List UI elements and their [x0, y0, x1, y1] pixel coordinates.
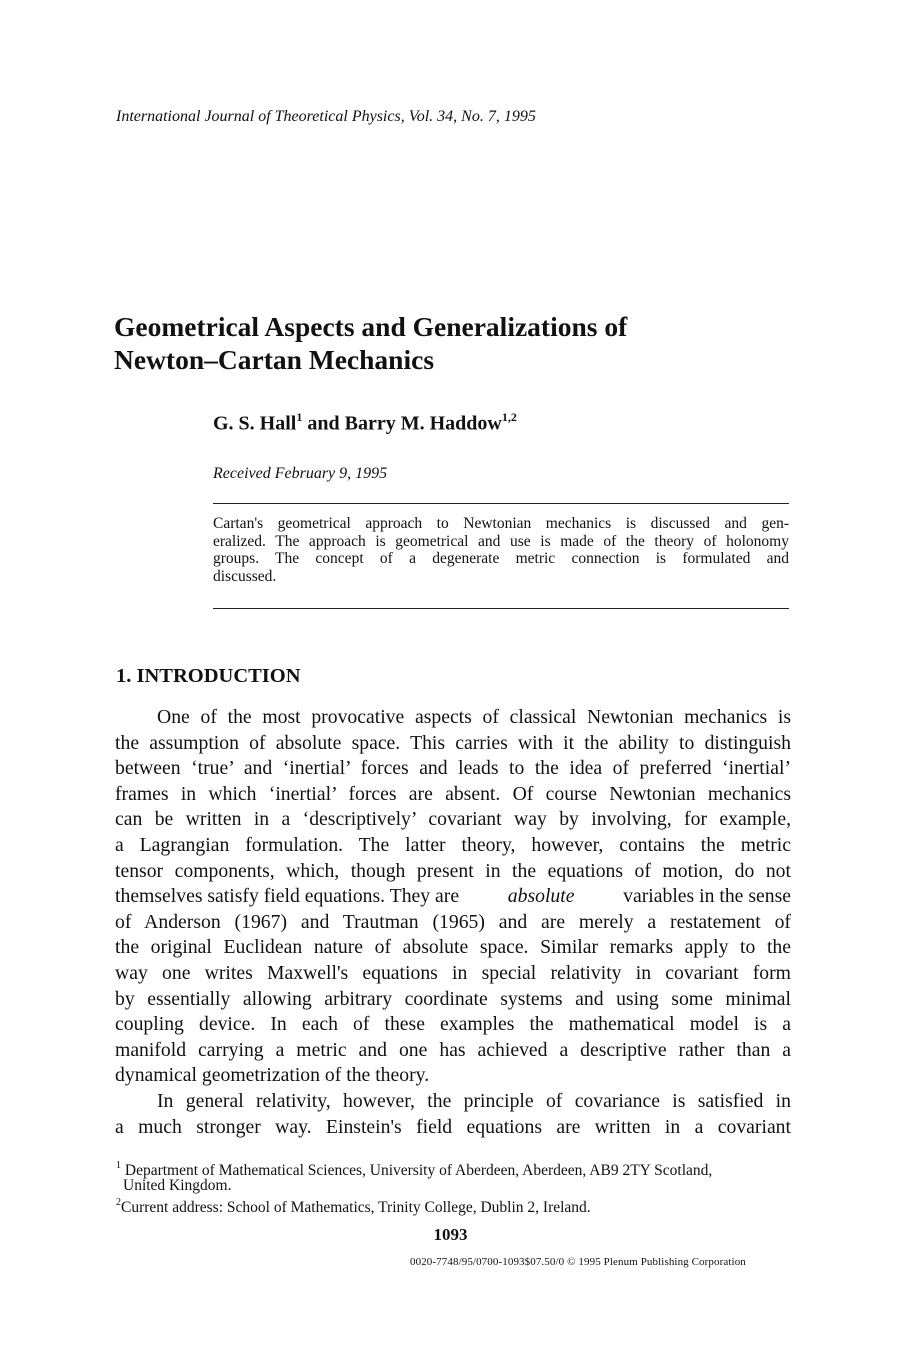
author-hall: G. S. Hall: [213, 412, 297, 435]
abstract-line: discussed.: [213, 567, 277, 585]
copyright-line: 0020-7748/95/0700-1093$07.50/0 © 1995 Plenum Publishing Corporation: [410, 1256, 746, 1268]
body-line: the assumption of absolute space. This carries with it the ability to distinguish: [115, 731, 791, 754]
body-line: a much stronger way. Einstein's field equations are written in a covariant: [115, 1115, 791, 1138]
body-line: In general relativity, however, the principle of covariance is satisfied in: [157, 1089, 791, 1112]
body-line: a Lagrangian formulation. The latter theory, however, contains the metric: [115, 833, 791, 856]
body-line: between ‘true’ and ‘inertial’ forces and leads to the idea of preferred ‘inertial’: [115, 757, 791, 780]
body-line: by essentially allowing arbitrary coordinate systems and using some minimal: [115, 987, 791, 1010]
body-line: way one writes Maxwell's equations in special relativity in covariant form: [115, 961, 791, 984]
footnote-1-mark: 1: [116, 1160, 121, 1171]
author-line: [213, 411, 517, 436]
footnote-1-continuation: United Kingdom.: [123, 1176, 232, 1194]
body-line: [115, 884, 791, 910]
abstract-top-rule: [213, 503, 789, 504]
body-line: the original Euclidean nature of absolute space. Similar remarks apply to the: [115, 936, 791, 959]
paper-title: [114, 310, 814, 376]
author-haddow: Barry M. Haddow: [344, 412, 502, 435]
journal-citation: International Journal of Theoretical Physics, Vol. 34, No. 7, 1995: [116, 108, 536, 125]
body-line: manifold carrying a metric and one has achieved a descriptive rather than a: [115, 1038, 791, 1061]
body-text-segment: variables in the sense: [623, 885, 791, 908]
paper-title-line-2: Newton–Cartan Mechanics: [114, 344, 435, 375]
footnote-2-text: Current address: School of Mathematics, Trinity College, Dublin 2, Ireland.: [121, 1199, 591, 1217]
footnote-2: [116, 1195, 792, 1217]
footnotes: [116, 1158, 792, 1217]
received-date: Received February 9, 1995: [213, 465, 388, 482]
body-line: tensor components, which, though present in the equations of motion, do not: [115, 859, 791, 882]
footnote-1-text: Department of Mathematical Sciences, University of Aberdeen, Aberdeen, AB9 2TY Scotland,: [124, 1162, 713, 1180]
body-line: dynamical geometrization of the theory.: [115, 1064, 430, 1087]
paper-title-line-1: Geometrical Aspects and Generalizations of: [114, 311, 628, 342]
page-number: 1093: [433, 1225, 468, 1244]
abstract-line: eralized. The approach is geometrical and use is made of the theory of holonomy: [213, 532, 789, 550]
body-line: coupling device. In each of these examples the mathematical model is a: [115, 1013, 791, 1036]
body-line: of Anderson (1967) and Trautman (1965) and are merely a restatement of: [115, 910, 791, 933]
body-line: can be written in a ‘descriptively’ covariant way by involving, for example,: [115, 808, 791, 831]
abstract-line: groups. The concept of a degenerate metric connection is formulated and: [213, 550, 789, 568]
footnote-1: [116, 1158, 792, 1180]
footnote-2-mark: 2: [116, 1197, 121, 1208]
author-conjunction: and: [302, 412, 345, 435]
author-hall-affiliation: 1: [296, 410, 303, 424]
body-line: One of the most provocative aspects of classical Newtonian mechanics is: [157, 706, 791, 728]
body-text-segment: themselves satisfy field equations. They are: [115, 885, 460, 908]
abstract: [213, 515, 789, 585]
abstract-line: Cartan's geometrical approach to Newtonian mechanics is discussed and gen-: [213, 515, 789, 532]
section-heading-introduction: 1. INTRODUCTION: [116, 665, 301, 687]
body-line: frames in which ‘inertial’ forces are absent. Of course Newtonian mechanics: [115, 782, 791, 805]
author-haddow-affiliation: 1,2: [501, 410, 517, 424]
body-text: [115, 705, 791, 1140]
emphasis-absolute: absolute: [507, 885, 575, 908]
abstract-bottom-rule: [213, 608, 789, 609]
